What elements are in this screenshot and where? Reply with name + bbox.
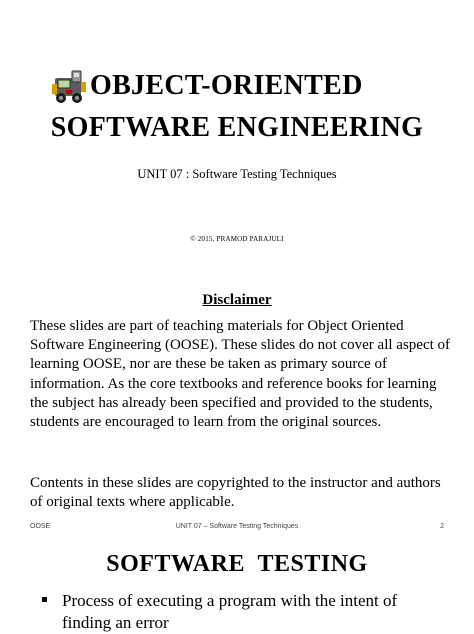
title-line-2: SOFTWARE ENGINEERING bbox=[50, 112, 424, 143]
title-line-1: OBJECT-ORIENTED bbox=[90, 70, 363, 101]
slide-footer bbox=[0, 523, 474, 535]
disclaimer-heading: Disclaimer bbox=[202, 292, 272, 308]
footer-unit: UNIT 07 – Software Testing Techniques bbox=[175, 523, 299, 530]
copyright-notice: © 2015, PRAMOD PARAJULI bbox=[190, 235, 284, 243]
robot-icon bbox=[50, 66, 90, 106]
title-slide bbox=[0, 0, 474, 258]
bullet-square-icon bbox=[42, 597, 47, 602]
disclaimer-paragraph-2: Contents in these slides are copyrighted to the instructor and authors of original texts where applicable. bbox=[30, 475, 441, 511]
footer-page-number: 2 bbox=[440, 523, 444, 530]
bullet-text: Process of executing a program with the intent of finding an error bbox=[62, 591, 398, 632]
disclaimer-paragraph-1: These slides are part of teaching materials for Object Oriented Software Engineering (OOSE). These slides do not cover all aspect of learning OOSE, nor are these be taken as primary source of information. As the core textbooks and reference books for learning the subject has already been specified and provided to the students, students are encouraged to learn from the original sources. bbox=[30, 318, 451, 431]
disclaimer-slide bbox=[0, 258, 474, 540]
section-slide bbox=[0, 540, 474, 632]
footer-course: OOSE bbox=[30, 523, 51, 530]
subtitle: UNIT 07 : Software Testing Techniques bbox=[137, 167, 337, 181]
section-title: SOFTWARE TESTING bbox=[106, 551, 368, 577]
